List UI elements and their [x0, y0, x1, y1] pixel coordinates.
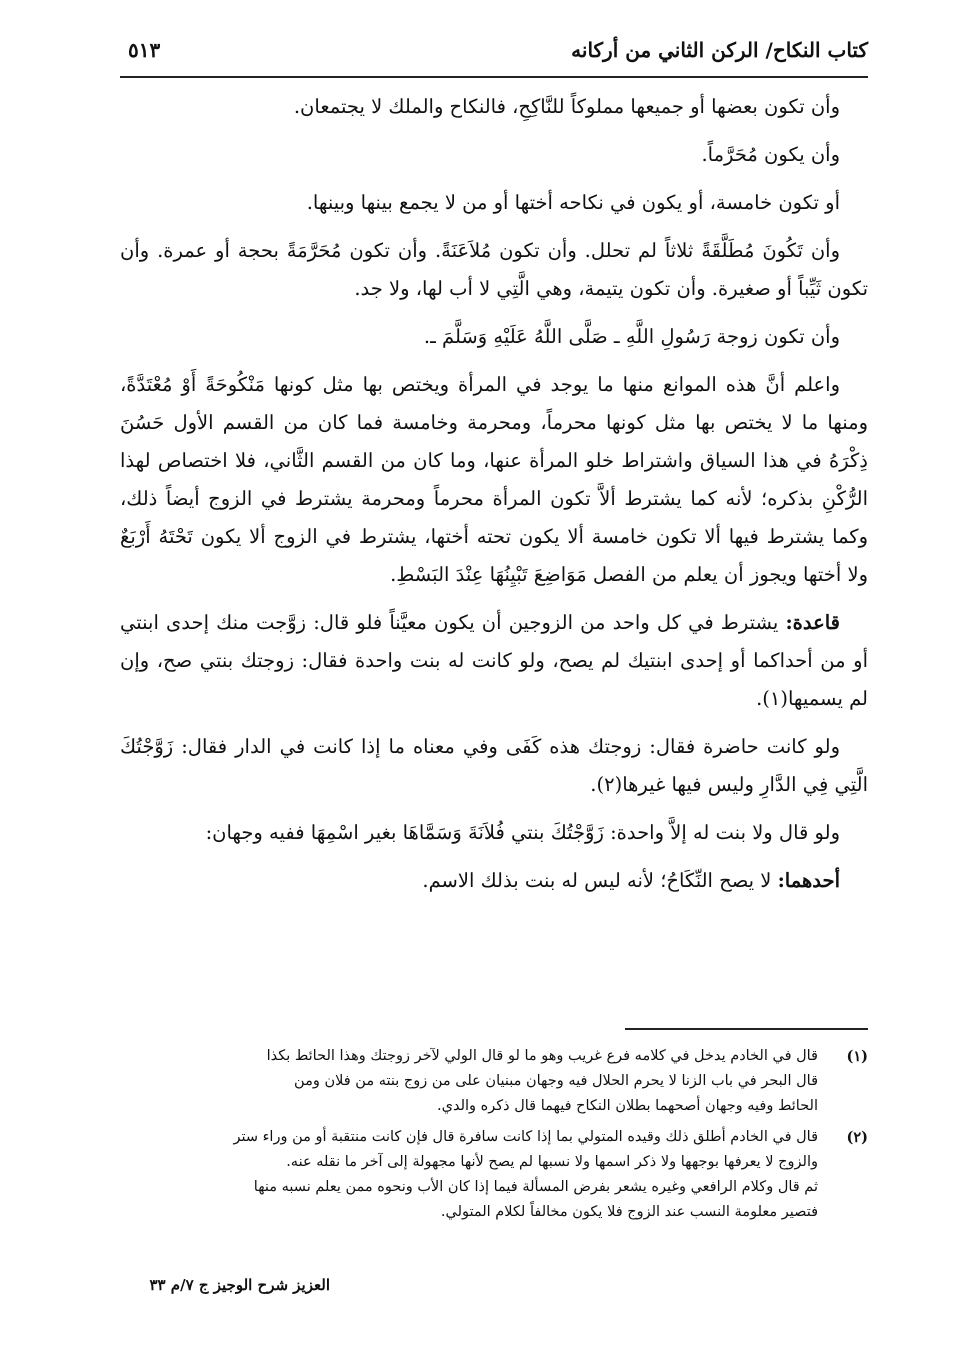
paragraph-text: أو تكون خامسة، أو يكون في نكاحه أختها أو من لا يجمع بينها وبينها. — [306, 191, 840, 214]
paragraph — [120, 88, 868, 126]
footnote-line: ثم قال وكلام الرافعي وغيره يشعر بفرض المسألة فيما إذا كان الأب ونحوه ممن يعلم نسبه منها — [253, 1179, 818, 1195]
footnote — [120, 1044, 868, 1119]
footnote-line: فتصير معلومة النسب عند الزوج فلا يكون مخالفاً لكلام المتولي. — [440, 1204, 818, 1220]
footnote-number: (١) — [846, 1048, 868, 1065]
main-text — [120, 88, 868, 910]
footnote-line: الحائط وفيه وجهان أصحهما بطلان النكاح فيهما قال ذكره والدي. — [437, 1098, 818, 1114]
paragraph-text: واعلم أنَّ هذه الموانع منها ما يوجد في المرأة ويختص بها مثل كونها مَنْكُوحَةً أَوْ مُعْتَدَّةً، ومنها ما لا يختص بها مثل كونها محرماً، ومحرمة وخامسة فما كان من القسم الأول حَسُنَ ذِكْرَهُ في هذا السياق واشتراط خلو المرأة عنها، وما كان من القسم الثَّاني، فلا اختصاص لهذا الرُّكْنِ بذكره؛ لأنه كما يشترط ألاَّ تكون المرأة محرماً ومحرمة يشترط في الزوج أيضاً ذلك، وكما يشترط فيها ألا تكون خامسة ألا يكون تحته أختها، يشترط في الزوج ألا يكون تَحْتَهُ أَرْبَعٌ ولا أختها ويجوز أن يعلم من الفصل مَوَاضِعَ تَبْيِنُهَا عِنْدَ البَسْطِ. — [120, 373, 868, 586]
book-signature: العزيز شرح الوجيز ج ٧/م ٣٣ — [149, 1276, 330, 1294]
paragraph-text: وأن يكون مُحَرَّماً. — [701, 143, 840, 166]
paragraph — [120, 366, 868, 594]
paragraph-text: يشترط في كل واحد من الزوجين أن يكون معيَّناً فلو قال: زوَّجت منك إحدى ابنتي أو من أحداكما أو إحدى ابنتيك لم يصح، ولو كانت له بنت واحدة فقال: زوجتك بنتي صح، وإن لم يسميها(١). — [120, 611, 868, 710]
rule-heading: قاعدة: — [785, 611, 840, 634]
running-header — [120, 36, 868, 78]
paragraph — [120, 728, 868, 804]
paragraph-text: وأن تَكُونَ مُطَلَّقَةً ثلاثاً لم تحلل. وأن تكون مُلاَعَنَةً. وأن تكون مُحَرَّمَةً بحجة أو عمرة. وأن تكون ثَيِّباً أو صغيرة. وأن تكون يتيمة، وهي الَّتِي لا أب لها، ولا جد. — [120, 239, 868, 300]
paragraph — [120, 862, 868, 900]
paragraph-text: ولو كانت حاضرة فقال: زوجتك هذه كَفَى وفي معناه ما إذا كانت في الدار فقال: زَوَّجْتُكَ الَّتِي فِي الدَّارِ وليس فيها غيرها(٢). — [120, 735, 868, 796]
paragraph — [120, 814, 868, 852]
footnote-line: قال البحر في باب الزنا لا يحرم الحلال فيه وجهان مبنيان على من زوج بنته من فلان ومن — [294, 1073, 818, 1089]
footnote-line: قال في الخادم أطلق ذلك وقيده المتولي بما إذا كانت سافرة قال فإن كانت منتقبة أو من وراء ستر — [233, 1129, 818, 1145]
paragraph — [120, 232, 868, 308]
paragraph — [120, 136, 868, 174]
footnote-divider — [625, 1028, 868, 1030]
paragraph-text: لا يصح النِّكَاحُ؛ لأنه ليس له بنت بذلك الاسم. — [422, 869, 778, 892]
paragraph-text: وأن تكون بعضها أو جميعها مملوكاً للنَّاكِحِ، فالنكاح والملك لا يجتمعان. — [293, 95, 840, 118]
paragraph — [120, 318, 868, 356]
footnote-text — [120, 1044, 818, 1119]
footnote-line: قال في الخادم يدخل في كلامه فرع غريب وهو ما لو قال الولي لآخر زوجتك وهذا الحائط بكذا — [266, 1048, 818, 1064]
rule-paragraph — [120, 604, 868, 718]
header-title: كتاب النكاح/ الركن الثاني من أركانه — [571, 38, 868, 62]
footnote-number: (٢) — [846, 1129, 868, 1146]
footnote-line: والزوج لا يعرفها بوجهها ولا ذكر اسمها ولا نسبها لم يصح لأنها مجهولة إلى آخر ما نقله عنه. — [286, 1154, 818, 1170]
footnote — [120, 1125, 868, 1225]
page-number: ٥١٣ — [128, 38, 161, 62]
paragraph-text: وأن تكون زوجة رَسُولِ اللَّهِ ـ صَلَّى اللَّهُ عَلَيْهِ وَسَلَّمَ ـ. — [423, 325, 840, 348]
footnote-text — [120, 1125, 818, 1225]
paragraph-text: ولو قال ولا بنت له إلاَّ واحدة: زَوَّجْتُكَ بنتي فُلاَنَةَ وَسَمَّاهَا بغير اسْمِهَا ففيه وجهان: — [205, 821, 840, 844]
paragraph — [120, 184, 868, 222]
option-heading: أحدهما: — [777, 869, 840, 892]
footnotes — [120, 1044, 868, 1231]
